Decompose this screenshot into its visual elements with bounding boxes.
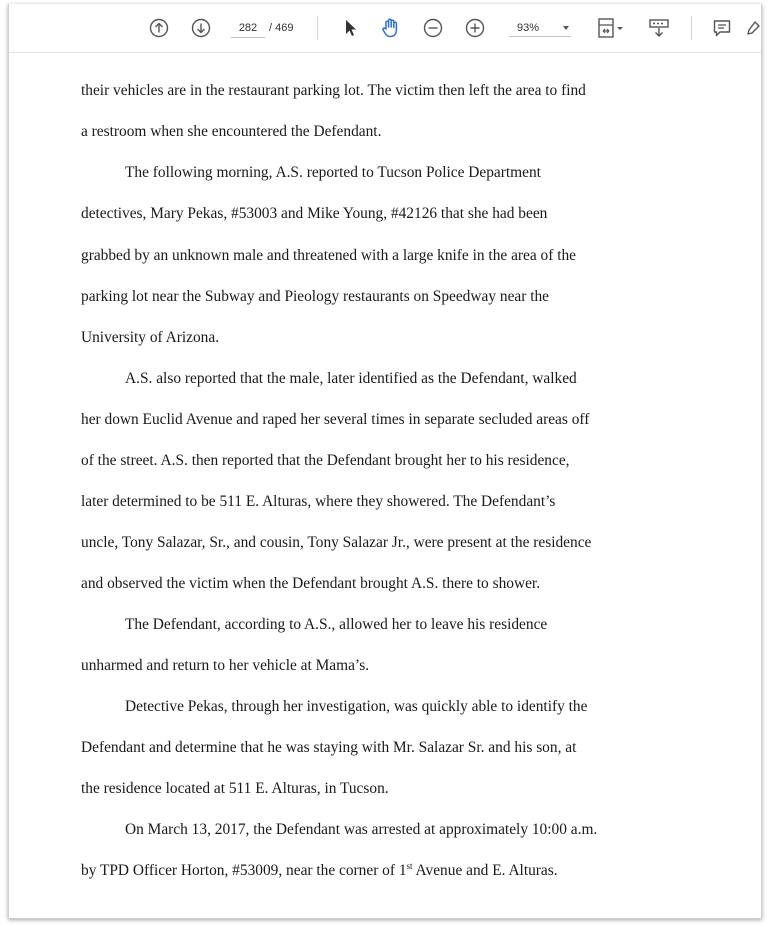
text-line: their vehicles are in the restaurant parking lot. The victim then left the area to find <box>81 82 586 99</box>
text-line: the residence located at 511 E. Alturas, in Tucson. <box>81 780 389 797</box>
chevron-down-icon <box>563 26 569 30</box>
scroll-mode-icon <box>648 17 670 39</box>
zoom-in-button[interactable] <box>463 16 487 40</box>
hand-tool-button[interactable] <box>377 16 405 40</box>
toolbar-divider <box>317 16 318 40</box>
text-line: unharmed and return to her vehicle at Mama’s. <box>81 657 370 674</box>
text-line: uncle, Tony Salazar, Sr., and cousin, Tony Salazar Jr., were present at the residence <box>81 534 592 551</box>
text-line: University of Arizona. <box>81 329 220 346</box>
text-line: of the street. A.S. then reported that the Defendant brought her to his residence, <box>81 452 570 469</box>
zoom-out-button[interactable] <box>421 16 445 40</box>
toolbar-divider <box>691 16 692 40</box>
text-line: parking lot near the Subway and Pieology restaurants on Speedway near the <box>81 288 550 305</box>
text-line: A.S. also reported that the male, later identified as the Defendant, walked <box>125 370 577 387</box>
ordinal-suffix: st <box>406 860 413 871</box>
select-tool-button[interactable] <box>339 16 363 40</box>
text-segment: Avenue and E. Alturas. <box>412 862 558 879</box>
zoom-value: 93% <box>517 22 540 34</box>
pen-icon <box>747 18 761 38</box>
text-line: a restroom when she encountered the Defendant. <box>81 123 382 140</box>
zoom-select[interactable] <box>509 19 571 37</box>
text-segment: by TPD Officer Horton, #53009, near the corner of 1 <box>81 862 407 879</box>
prev-page-button[interactable] <box>147 16 171 40</box>
zoom-in-icon <box>465 18 485 38</box>
page-number-input[interactable]: 282 <box>231 19 265 38</box>
text-line: later determined to be 511 E. Alturas, where they showered. The Defendant’s <box>81 493 556 510</box>
comment-button[interactable] <box>709 16 735 40</box>
text-line: grabbed by an unknown male and threatened with a large knife in the area of the <box>81 247 577 264</box>
text-line: The following morning, A.S. reported to Tucson Police Department <box>125 164 541 181</box>
prev-page-icon <box>149 18 169 38</box>
text-line: Defendant and determine that he was staying with Mr. Salazar Sr. and his son, at <box>81 739 577 756</box>
next-page-icon <box>191 18 211 38</box>
hand-tool-icon <box>380 17 402 39</box>
text-line: Detective Pekas, through her investigation, was quickly able to identify the <box>125 698 588 715</box>
text-line: detectives, Mary Pekas, #53003 and Mike Young, #42126 that she had been <box>81 205 548 222</box>
comment-icon <box>712 18 732 38</box>
text-line: The Defendant, according to A.S., allowed her to leave his residence <box>125 616 548 633</box>
text-line: and observed the victim when the Defendant brought A.S. there to shower. <box>81 575 541 592</box>
next-page-button[interactable] <box>189 16 213 40</box>
select-cursor-icon <box>344 19 358 37</box>
zoom-out-icon <box>423 18 443 38</box>
toolbar <box>9 4 761 53</box>
page-fit-button[interactable] <box>593 16 629 40</box>
text-line: her down Euclid Avenue and raped her several times in separate secluded areas off <box>81 411 590 428</box>
text-line: On March 13, 2017, the Defendant was arrested at approximately 10:00 a.m. <box>125 821 598 838</box>
pdf-viewer <box>8 4 762 919</box>
scroll-mode-button[interactable] <box>645 16 673 40</box>
document-page <box>9 52 761 918</box>
page-fit-icon <box>596 17 626 39</box>
page-total: / 469 <box>269 22 294 34</box>
draw-button[interactable] <box>747 16 761 40</box>
text-line <box>81 862 558 880</box>
